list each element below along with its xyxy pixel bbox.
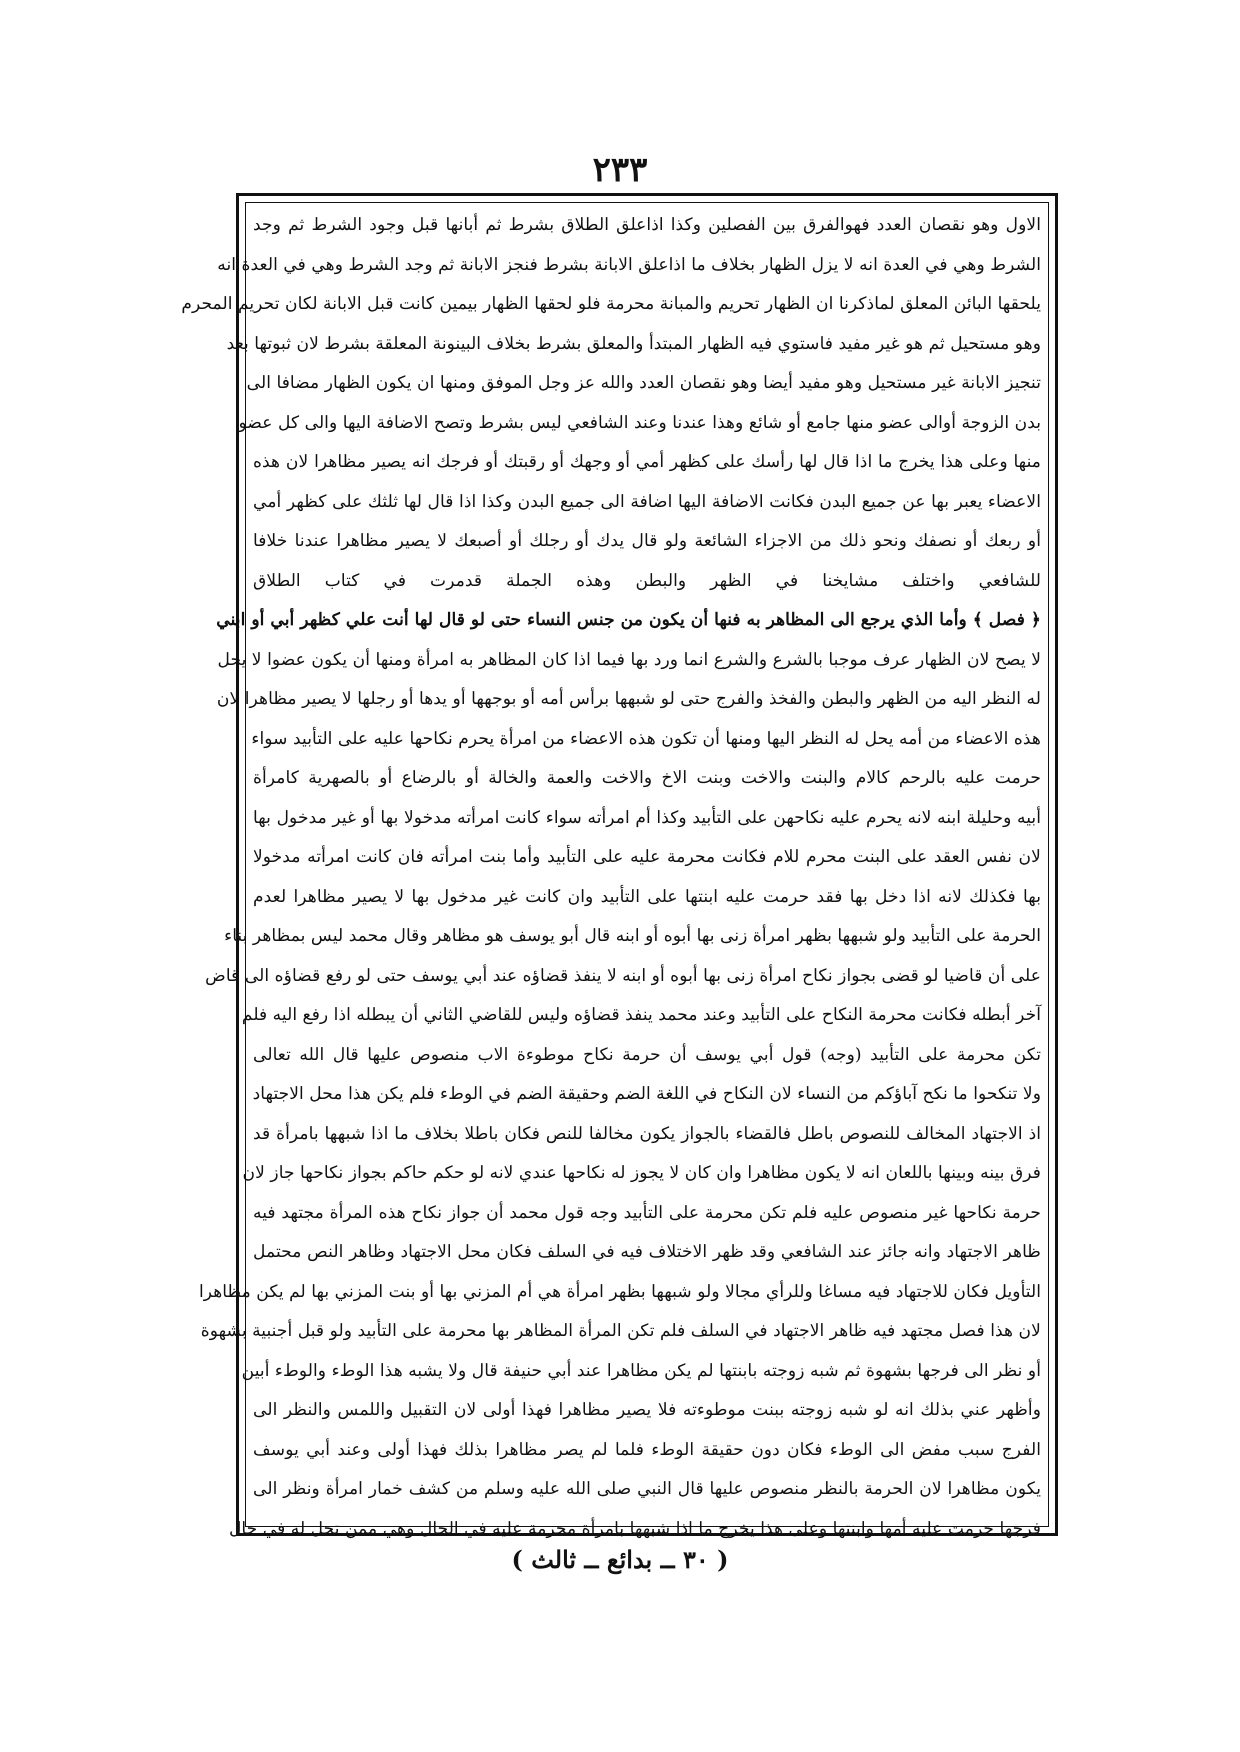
text-line: للشافعي واختلف مشايخنا في الظهر والبطن وهذه الجملة قدمرت في كتاب الطلاق — [253, 570, 1041, 591]
text-line: الشرط وهي في العدة انه لا يزل الظهار بخلاف ما اذاعلق الابانة بشرط فنجز الابانة ثم وجد الشرط وهي في العدة انه — [217, 254, 1041, 275]
text-line: ولا تنكحوا ما نكح آباؤكم من النساء لان النكاح في اللغة الضم وحقيقة الضم في الوطء فلم يكن هذا محل الاجتهاد — [252, 1084, 1041, 1104]
text-line: بدن الزوجة أوالى عضو منها جامع أو شائع وهذا عندنا وعند الشافعي ليس بشرط وتصح الاضافة اليها والى كل عضو — [238, 412, 1041, 433]
text-line: يكون مظاهرا لان الحرمة بالنظر منصوص عليها قال النبي صلى الله عليه وسلم من كشف خمار امرأة ونظر الى — [253, 1479, 1041, 1499]
text-line: حرمت عليه بالرحم كالام والبنت والاخت وبنت الاخ والاخت والعمة والخالة أو بالرضاع أو بالصهرية كامرأة — [253, 768, 1041, 788]
text-line: وأظهر عني بذلك انه لو شبه زوجته ببنت موطوءته فلا يصير مظاهرا فهذا أولى لان التقبيل واللمس والنظر الى — [253, 1400, 1041, 1420]
text-line: هذه الاعضاء من أمه يحل له النظر اليها ومنها أن تكون هذه الاعضاء من امرأة يحرم نكاحها عليه على التأبيد سواء — [251, 728, 1041, 749]
text-line: اذ الاجتهاد المخالف للنصوص باطل فالقضاء بالجواز يكون مخالفا للنص فكان باطلا بخلاف ما اذا شبهها بامرأة قد — [253, 1123, 1041, 1144]
text-line: الحرمة على التأبيد ولو شبهها بظهر امرأة زنى بها أبوه أو ابنه قال أبو يوسف هو مظاهر وقال محمد ليس بمظاهر بناء — [224, 926, 1041, 946]
text-line: وهو مستحيل ثم هو غير مفيد فاستوي فيه الظهار المبتدأ والمعلق بشرط بخلاف البينونة المعلقة بشرط لان ثبوتها بعد — [226, 333, 1041, 354]
text-line: فرجها حرمت عليه أمها وابنتها وعلى هذا يخرج ما اذا شبهها بامرأة محرمة عليه في الحال وهي ممن تحل له في حال — [228, 1518, 1041, 1539]
text-line: فرق بينه وبينها باللعان انه لا يكون مظاهرا وان كان لا يجوز له نكاحها عندي لانه لو حكم حاكم بجواز نكاحها جاز لان — [242, 1163, 1041, 1183]
text-line: منها وعلى هذا يخرج ما اذا قال لها رأسك على كظهر أمي أو وجهك أو رقبتك أو فرجك انه يصير مظاهرا لان هذه — [253, 452, 1041, 472]
text-line: لان نفس العقد على البنت محرم للام فكانت محرمة عليه على التأبيد وأما بنت امرأته فان كانت امرأته مدخولا — [253, 847, 1041, 867]
text-line: له النظر اليه من الظهر والبطن والفخذ والفرج حتى لو شبهها برأس أمه أو بوجهها أو يدها أو رجلها لا يصير مظاهرا لان — [216, 689, 1041, 709]
text-line: حرمة نكاحها غير منصوص عليه فلم تكن محرمة على التأبيد وجه قول محمد أن جواز نكاح هذه المرأة مجتهد فيه — [253, 1202, 1041, 1223]
text-line: تنجيز الابانة غير مستحيل وهو مفيد أيضا وهو نقصان العدد والله عز وجل الموفق ومنها ان يكون الظهار مضافا الى — [246, 373, 1041, 393]
text-line: أبيه وحليلة ابنه لانه يحرم عليه نكاحهن على التأبيد وكذا أم امرأته سواء كانت امرأته مدخولا بها أو غير مدخول بها — [253, 807, 1041, 828]
text-body — [181, 206, 1041, 1539]
text-line: على أن قاضيا لو قضى بجواز نكاح امرأة زنى بها أبوه أو ابنه لا ينفذ قضاؤه عند أبي يوسف حتى لو رفع قضاؤه الى قاض — [205, 965, 1041, 986]
page-number: ٢٣٣ — [592, 150, 648, 190]
text-line: ﴿ فصل ﴾ وأما الذي يرجع الى المظاهر به فنها أن يكون من جنس النساء حتى لو قال لها أنت علي كظهر أبي أو ابني — [216, 610, 1041, 630]
text-line: الفرج سبب مفض الى الوطء فكان دون حقيقة الوطء فلما لم يصر مظاهرا بذلك فهذا أولى وعند أبي يوسف — [253, 1439, 1041, 1460]
text-line: تكن محرمة على التأبيد (وجه) قول أبي يوسف أن حرمة نكاح موطوءة الاب منصوص عليها قال الله تعالى — [253, 1044, 1041, 1065]
text-line: بها فكذلك لانه اذا دخل بها فقد حرمت عليه ابنتها على التأبيد وان كانت غير مدخول بها لا يصير مظاهرا لعدم — [253, 886, 1041, 907]
text-line: يلحقها البائن المعلق لماذكرنا ان الظهار تحريم والمبانة محرمة فلو لحقها الظهار بيمين كانت قبل الابانة لكان تحريم المحرم — [181, 294, 1041, 314]
text-frame — [181, 193, 1058, 1539]
footer-signature: ( ٣٠ ــ بدائع ــ ثالث ) — [511, 1545, 729, 1574]
text-line: التأويل فكان للاجتهاد فيه مساغا وللرأي مجالا ولو شبهها بظهر امرأة هي أم المزني بها أو بنت المزني بها لم يكن مظاهرا — [198, 1281, 1041, 1302]
text-line: ظاهر الاجتهاد وانه جائز عند الشافعي وقد ظهر الاختلاف فيه في السلف فكان محل الاجتهاد وظاهر النص محتمل — [253, 1242, 1041, 1262]
text-line: أو ربعك أو نصفك ونحو ذلك من الاجزاء الشائعة ولو قال يدك أو رجلك أو أصبعك لا يصير مظاهرا عندنا خلافا — [253, 531, 1041, 551]
text-line: آخر أبطله فكانت محرمة النكاح على التأبيد وعند محمد ينفذ قضاؤه وليس للقاضي الثاني أن يبطله اذا رفع اليه فلم — [241, 1005, 1041, 1025]
text-line: لان هذا فصل مجتهد فيه ظاهر الاجتهاد في السلف فلم تكن المرأة المظاهر بها محرمة على التأبيد ولو قبل أجنبية بشهوة — [200, 1321, 1041, 1341]
text-line: الاعضاء يعبر بها عن جميع البدن فكانت الاضافة اليها اضافة الى جميع البدن وكذا اذا قال لها ثلثك على كظهر أمي — [253, 491, 1041, 512]
text-line: لا يصح لان الظهار عرف موجبا بالشرع والشرع انما ورد بها فيما اذا كان المظاهر به امرأة ومنها أن يكون عضوا لا يحل — [217, 649, 1041, 670]
text-line: أو نظر الى فرجها بشهوة ثم شبه زوجته بابنتها لم يكن مظاهرا عند أبي حنيفة قال ولا يشبه هذا الوطء والوطء أبين — [241, 1360, 1041, 1381]
text-line: الاول وهو نقصان العدد فهوالفرق بين الفصلين وكذا اذاعلق الطلاق بشرط ثم أبانها قبل وجود الشرط ثم وجد — [253, 215, 1041, 235]
